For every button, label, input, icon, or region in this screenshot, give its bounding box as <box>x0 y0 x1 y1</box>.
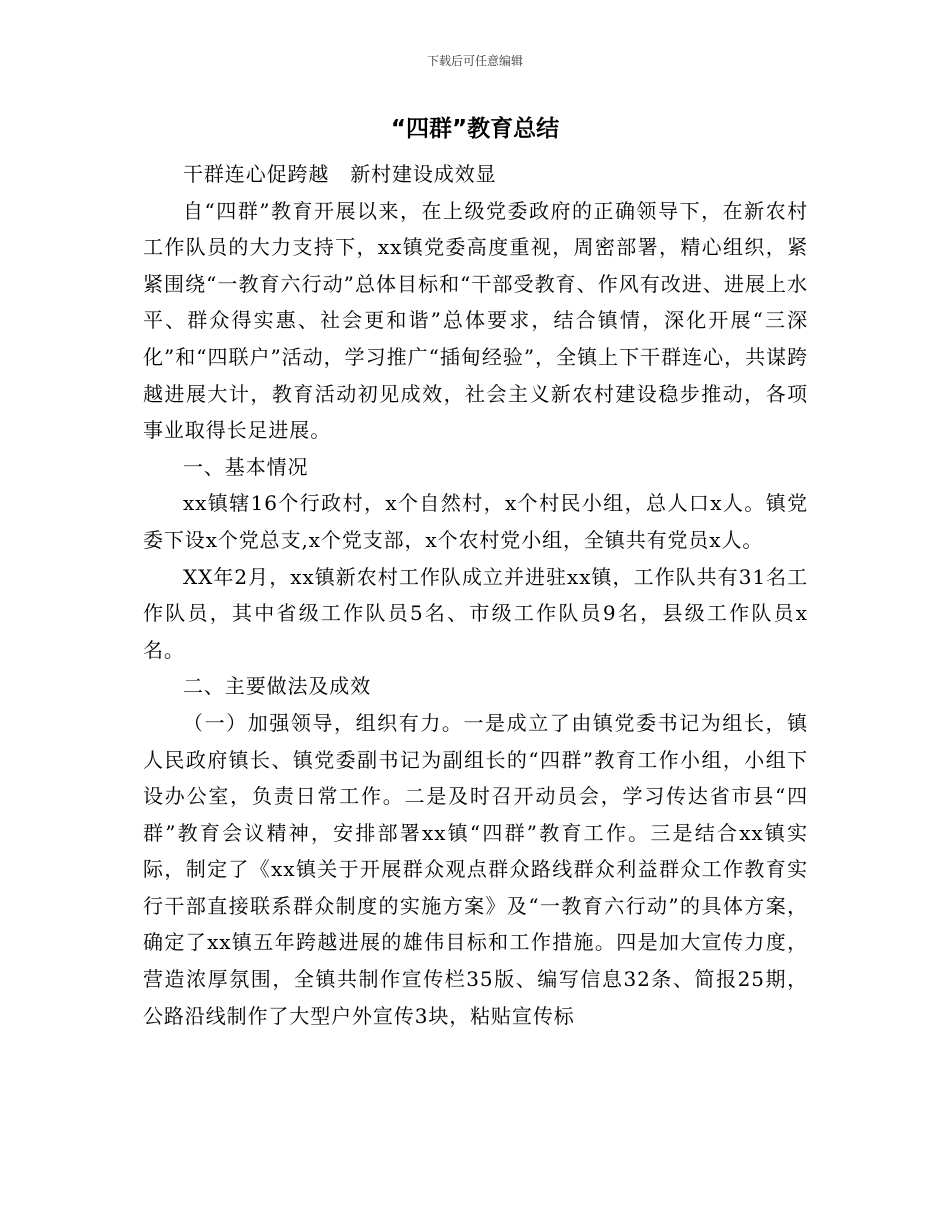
subtitle-paragraph: 干群连心促跨越 新村建设成效显 <box>183 162 497 186</box>
header-note: 下载后可任意编辑 <box>426 54 523 68</box>
document-body <box>143 156 808 1034</box>
work-team-paragraph: XX年2月，xx镇新农村工作队成立并进驻xx镇，工作队共有31名工作队员，其中省级工作队员5名、市级工作队员9名，县级工作队员x名。 <box>143 564 808 662</box>
section-heading-basic-situation: 一、基本情况 <box>183 454 309 479</box>
basic-situation-paragraph: xx镇辖16个行政村，x个自然村，x个村民小组，总人口x人。镇党委下设x个党总支,x个党支部，x个农村党小组，全镇共有党员x人。 <box>143 491 808 552</box>
document-title: “四群”教育总结 <box>390 116 560 142</box>
section-heading-main-practices: 二、主要做法及成效 <box>183 674 372 699</box>
intro-paragraph: 自“四群”教育开展以来，在上级党委政府的正确领导下，在新农村工作队员的大力支持下，xx镇党委高度重视，周密部署，精心组织，紧紧围绕“一教育六行动”总体目标和“干部受教育、作风有改进、进展上水平、群众得实惠、社会更和谐”总体要求，结合镇情，深化开展“三深化”和“四联户”活动，学习推广“插甸经验”，全镇上下干群连心，共谋跨越进展大计，教育活动初见成效，社会主义新农村建设稳步推动，各项事业取得长足进展。 <box>143 198 808 443</box>
leadership-paragraph: （一）加强领导，组织有力。一是成立了由镇党委书记为组长，镇人民政府镇长、镇党委副书记为副组长的“四群”教育工作小组，小组下设办公室，负责日常工作。二是及时召开动员会，学习传达省市县“四群”教育会议精神，安排部署xx镇“四群”教育工作。三是结合xx镇实际，制定了《xx镇关于开展群众观点群众路线群众利益群众工作教育实行干部直接联系群众制度的实施方案》及“一教育六行动”的具体方案，确定了xx镇五年跨越进展的雄伟目标和工作措施。四是加大宣传力度，营造浓厚氛围，全镇共制作宣传栏35版、编写信息32条、简报25期，公路沿线制作了大型户外宣传3块，粘贴宣传标 <box>143 710 808 1028</box>
